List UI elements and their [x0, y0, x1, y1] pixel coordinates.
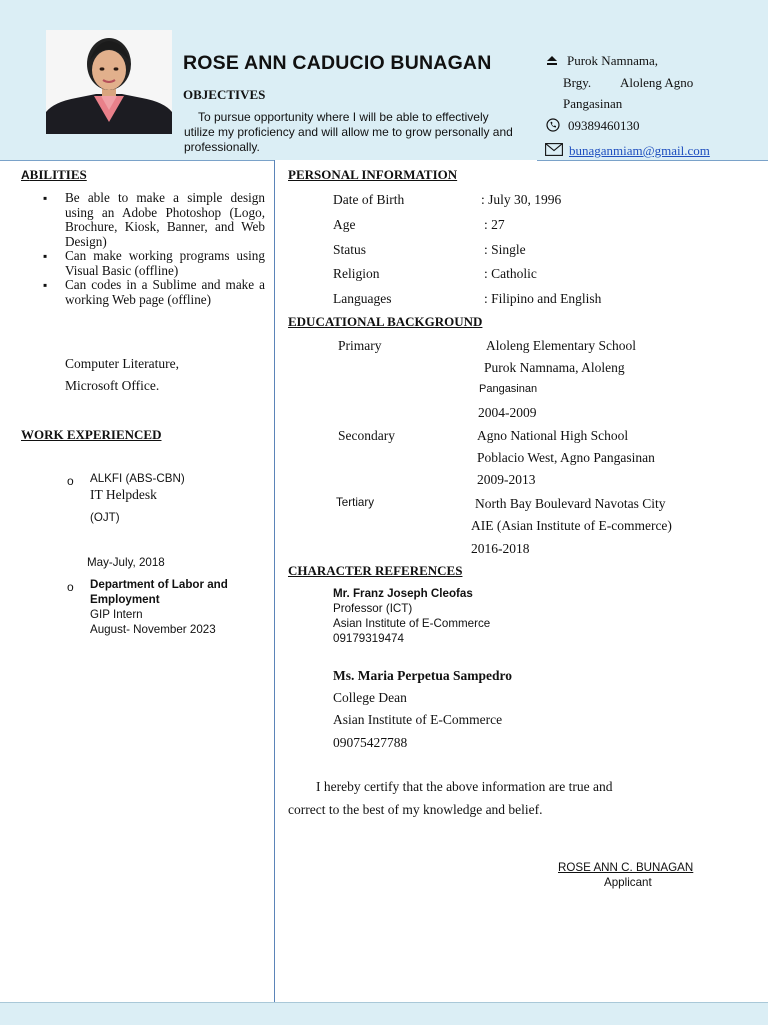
- edu-tertiary-school: AIE (Asian Institute of E-commerce): [471, 518, 672, 533]
- edu-secondary-years: 2009-2013: [477, 472, 536, 487]
- job2-role: GIP Intern: [90, 608, 143, 621]
- edu-primary-address2: Pangasinan: [479, 383, 538, 395]
- ability-item: ▪ Can codes in a Sublime and make a working Web page (offline): [43, 278, 265, 307]
- address-brgy: Brgy.: [563, 75, 592, 90]
- job1-role: IT Helpdesk: [90, 487, 157, 502]
- personal-value-religion: : Catholic: [484, 266, 537, 281]
- work-heading: WORK EXPERIENCED: [21, 427, 162, 442]
- phone-number: 09389460130: [568, 118, 640, 133]
- ref1-phone: 09179319474: [333, 632, 404, 645]
- home-icon: [546, 54, 558, 70]
- ability-item: ▪ Can make working programs using Visual Basic (offline): [43, 249, 265, 278]
- ability-computer-literature: Computer Literature,: [65, 356, 179, 371]
- applicant-name: ROSE ANN CADUCIO BUNAGAN: [183, 52, 492, 74]
- personal-heading: PERSONAL INFORMATION: [288, 167, 458, 182]
- certification-line1: I hereby certify that the above information are true and: [316, 779, 613, 794]
- job2-dates: August- November 2023: [90, 623, 216, 636]
- personal-value-dob: : July 30, 1996: [481, 192, 562, 207]
- email-link[interactable]: bunaganmiam@gmail.com: [569, 143, 710, 158]
- edu-secondary-school: Agno National High School: [477, 428, 629, 443]
- edu-tertiary-level: Tertiary: [336, 496, 375, 509]
- abilities-heading: [21, 167, 87, 183]
- column-divider: [274, 160, 275, 1002]
- ability-microsoft-office: Microsoft Office.: [65, 378, 160, 393]
- footer-band: [0, 1002, 768, 1025]
- objectives-heading: OBJECTIVES: [183, 87, 266, 102]
- ref2-name: Ms. Maria Perpetua Sampedro: [333, 668, 512, 683]
- personal-label-age: Age: [333, 217, 356, 232]
- ref2-org: Asian Institute of E-Commerce: [333, 712, 503, 727]
- ref1-name: Mr. Franz Joseph Cleofas: [333, 587, 473, 600]
- header-divider-left: [0, 160, 274, 161]
- edu-primary-school: Aloleng Elementary School: [486, 338, 636, 353]
- job2-company-line1: Department of Labor and: [90, 578, 228, 591]
- mail-icon: [545, 143, 563, 160]
- signature-role: Applicant: [604, 876, 652, 889]
- edu-primary-address1: Purok Namnama, Aloleng: [484, 360, 625, 375]
- address-line3: Pangasinan: [563, 96, 623, 111]
- signature-name: ROSE ANN C. BUNAGAN: [558, 861, 694, 874]
- circle-bullet-icon: o: [67, 474, 74, 488]
- address-line1: Purok Namnama,: [567, 53, 658, 68]
- edu-primary-level: Primary: [338, 338, 382, 353]
- personal-label-dob: Date of Birth: [333, 192, 405, 207]
- edu-secondary-level: Secondary: [338, 428, 395, 443]
- edu-primary-years: 2004-2009: [478, 405, 537, 420]
- personal-value-status: : Single: [484, 242, 526, 257]
- job2-company-line2: Employment: [90, 593, 160, 606]
- ability-item: ▪ Be able to make a simple design using an Adobe Photoshop (Logo, Brochure, Kiosk, Banner, and Web Design): [43, 191, 265, 249]
- job1-note: (OJT): [90, 511, 120, 524]
- abilities-heading-initial: A: [21, 168, 30, 182]
- job1-dates: May-July, 2018: [87, 556, 165, 569]
- header-divider-right: [537, 160, 768, 161]
- abilities-list: [43, 191, 265, 307]
- objectives-text: To pursue opportunity where I will be able to effectively utilize my proficiency and will allow me to grow personally and professionally.: [184, 110, 513, 154]
- address-barangay-name: Aloleng Agno: [620, 75, 694, 90]
- edu-secondary-address: Poblacio West, Agno Pangasinan: [477, 450, 655, 465]
- ref1-title: Professor (ICT): [333, 602, 413, 615]
- personal-value-age: : 27: [484, 217, 505, 232]
- references-heading: CHARACTER REFERENCES: [288, 563, 463, 578]
- profile-photo: [46, 30, 172, 134]
- personal-label-status: Status: [333, 242, 367, 257]
- education-heading: EDUCATIONAL BACKGROUND: [288, 314, 483, 329]
- certification-line2: correct to the best of my knowledge and belief.: [288, 802, 543, 817]
- abilities-heading-rest: BILITIES: [29, 167, 87, 182]
- circle-bullet-icon: o: [67, 580, 74, 594]
- edu-tertiary-years: 2016-2018: [471, 541, 530, 556]
- ref1-org: Asian Institute of E-Commerce: [333, 617, 491, 630]
- personal-label-religion: Religion: [333, 266, 380, 281]
- ref2-phone: 09075427788: [333, 735, 408, 750]
- personal-value-languages: : Filipino and English: [484, 291, 602, 306]
- job1-company: ALKFI (ABS-CBN): [90, 472, 185, 485]
- edu-tertiary-address: North Bay Boulevard Navotas City: [475, 496, 666, 511]
- personal-label-languages: Languages: [333, 291, 392, 306]
- phone-icon: [546, 118, 560, 136]
- ref2-title: College Dean: [333, 690, 407, 705]
